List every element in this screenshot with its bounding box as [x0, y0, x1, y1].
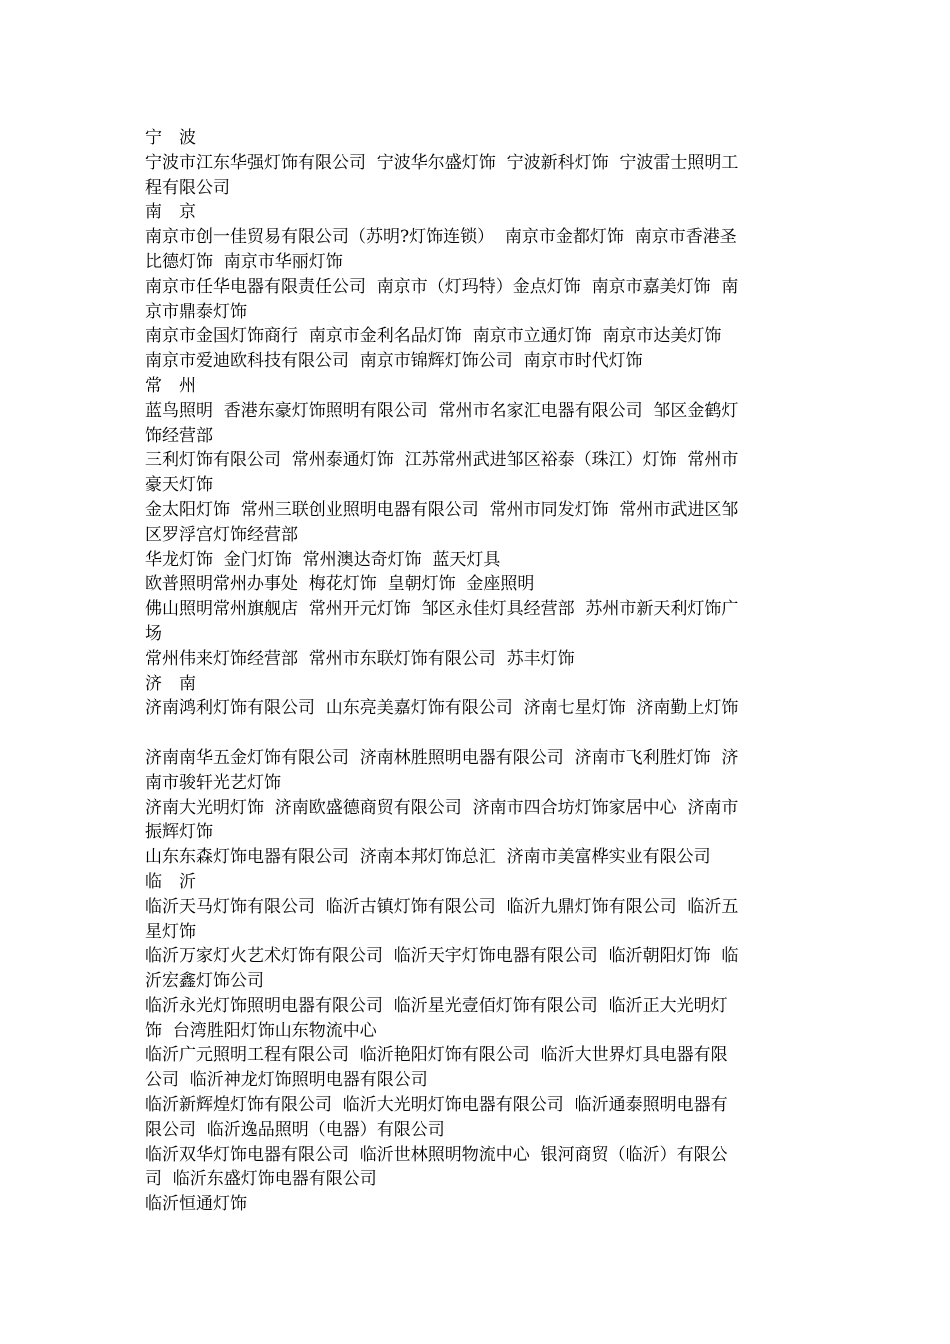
company-line: 京市鼎泰灯饰 — [145, 301, 247, 322]
company-line: 星灯饰 — [145, 921, 196, 942]
company-line: 临沂永光灯饰照明电器有限公司 临沂星光壹佰灯饰有限公司 临沂正大光明灯 — [145, 995, 728, 1016]
company-line: 豪天灯饰 — [145, 475, 213, 496]
company-line: 金太阳灯饰 常州三联创业照明电器有限公司 常州市同发灯饰 常州市武进区邹 — [145, 499, 739, 520]
blank-line — [145, 721, 810, 746]
city-heading: 济 南 — [145, 673, 196, 694]
company-line: 司 临沂东盛灯饰电器有限公司 — [145, 1169, 377, 1190]
city-heading: 宁 波 — [145, 128, 196, 148]
company-line: 公司 临沂神龙灯饰照明电器有限公司 — [145, 1070, 428, 1091]
company-line: 振辉灯饰 — [145, 822, 213, 843]
city-heading: 常 州 — [145, 375, 196, 396]
company-line: 宁波市江东华强灯饰有限公司 宁波华尔盛灯饰 宁波新科灯饰 宁波雷士照明工 — [145, 152, 739, 173]
city-heading: 临 沂 — [145, 871, 196, 892]
company-line: 南市骏轩光艺灯饰 — [145, 772, 281, 793]
company-line: 区罗浮宫灯饰经营部 — [145, 524, 298, 545]
company-line: 山东东森灯饰电器有限公司 济南本邦灯饰总汇 济南市美富桦实业有限公司 — [145, 847, 711, 868]
company-line: 南京市创一佳贸易有限公司（苏明?灯饰连锁） 南京市金都灯饰 南京市香港圣 — [145, 227, 737, 248]
company-line: 临沂恒通灯饰 — [145, 1194, 247, 1215]
company-line: 华龙灯饰 金门灯饰 常州澳达奇灯饰 蓝天灯具 — [145, 549, 501, 570]
company-line: 饰 台湾胜阳灯饰山东物流中心 — [145, 1020, 377, 1041]
company-line: 南京市任华电器有限责任公司 南京市（灯玛特）金点灯饰 南京市嘉美灯饰 南 — [145, 276, 739, 297]
company-line: 饰经营部 — [145, 425, 213, 446]
company-line: 临沂万家灯火艺术灯饰有限公司 临沂天宇灯饰电器有限公司 临沂朝阳灯饰 临 — [145, 946, 739, 967]
company-line: 沂宏鑫灯饰公司 — [145, 971, 264, 992]
company-line: 济南鸿利灯饰有限公司 山东亮美嘉灯饰有限公司 济南七星灯饰 济南勤上灯饰 — [145, 698, 739, 719]
company-line: 南京市金国灯饰商行 南京市金利名品灯饰 南京市立通灯饰 南京市达美灯饰 — [145, 326, 722, 347]
company-line: 济南南华五金灯饰有限公司 济南林胜照明电器有限公司 济南市飞利胜灯饰 济 — [145, 747, 739, 768]
company-line: 三利灯饰有限公司 常州泰通灯饰 江苏常州武进邹区裕泰（珠江）灯饰 常州市 — [145, 450, 739, 471]
city-heading: 南 京 — [145, 202, 196, 223]
company-line: 临沂双华灯饰电器有限公司 临沂世林照明物流中心 银河商贸（临沂）有限公 — [145, 1144, 728, 1165]
company-line: 南京市爱迪欧科技有限公司 南京市锦辉灯饰公司 南京市时代灯饰 — [145, 351, 643, 372]
company-line: 临沂天马灯饰有限公司 临沂古镇灯饰有限公司 临沂九鼎灯饰有限公司 临沂五 — [145, 896, 739, 917]
company-line: 临沂广元照明工程有限公司 临沂艳阳灯饰有限公司 临沂大世界灯具电器有限 — [145, 1045, 728, 1066]
company-line: 常州伟来灯饰经营部 常州市东联灯饰有限公司 苏丰灯饰 — [145, 648, 575, 669]
document-body — [145, 126, 810, 1217]
company-line: 佛山照明常州旗舰店 常州开元灯饰 邹区永佳灯具经营部 苏州市新天利灯饰广 — [145, 599, 739, 620]
company-line: 临沂新辉煌灯饰有限公司 临沂大光明灯饰电器有限公司 临沂通泰照明电器有 — [145, 1095, 728, 1116]
company-line: 场 — [145, 623, 162, 644]
company-line: 限公司 临沂逸品照明（电器）有限公司 — [145, 1119, 445, 1140]
company-line: 蓝鸟照明 香港东豪灯饰照明有限公司 常州市名家汇电器有限公司 邹区金鹤灯 — [145, 400, 739, 421]
company-line: 程有限公司 — [145, 177, 230, 198]
company-line: 欧普照明常州办事处 梅花灯饰 皇朝灯饰 金座照明 — [145, 574, 535, 595]
company-line: 比德灯饰 南京市华丽灯饰 — [145, 251, 343, 272]
company-line: 济南大光明灯饰 济南欧盛德商贸有限公司 济南市四合坊灯饰家居中心 济南市 — [145, 797, 739, 818]
